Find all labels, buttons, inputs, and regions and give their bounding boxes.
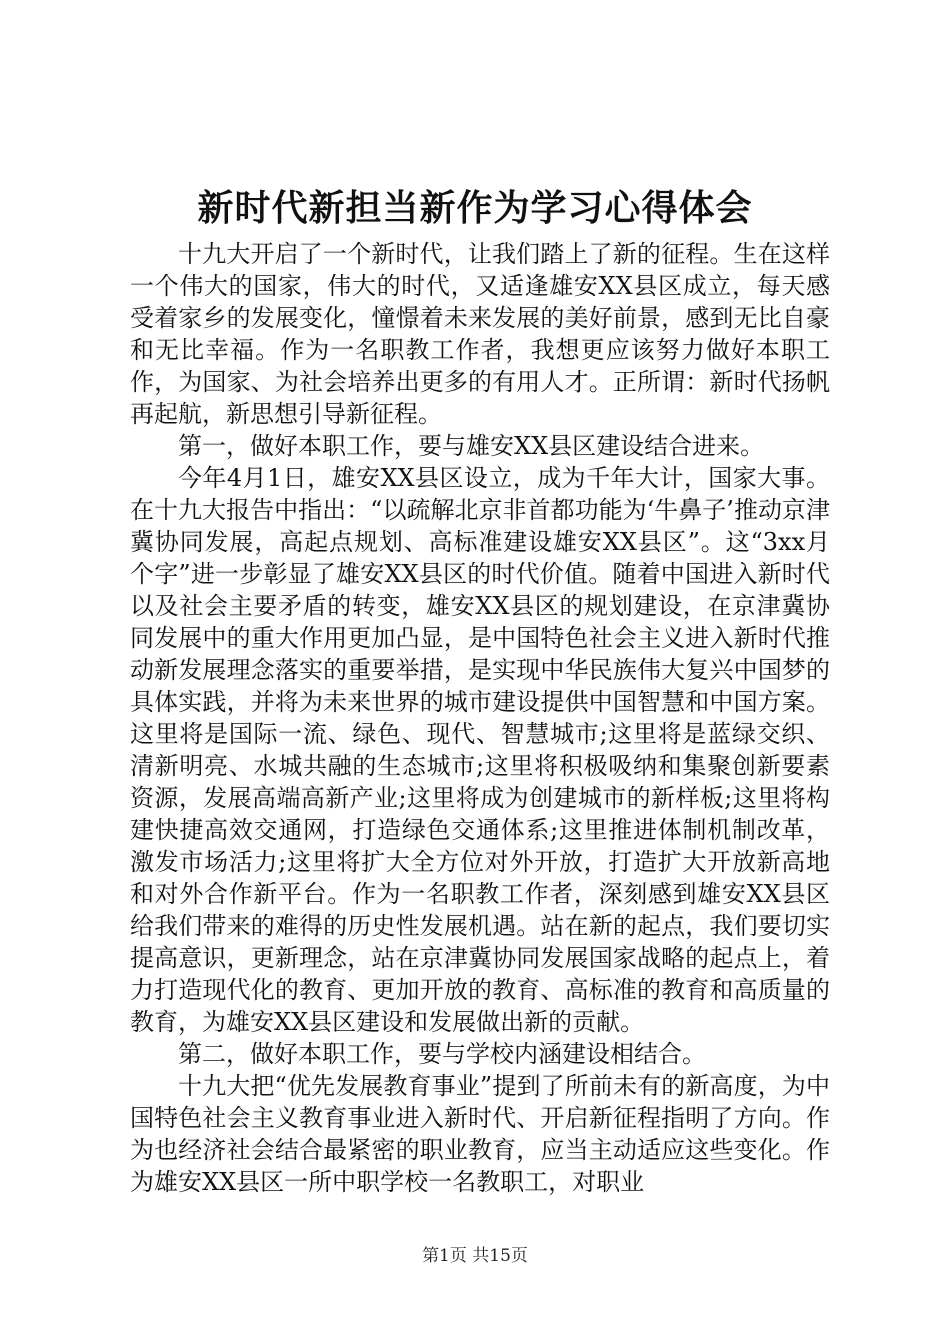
document-title: 新时代新担当新作为学习心得体会 [197,187,753,229]
document-body [130,238,830,1198]
section-heading-first: 第一，做好本职工作，要与雄安XX县区建设结合进来。 [178,432,765,460]
section-heading-second: 第二，做好本职工作，要与学校内涵建设相结合。 [178,1040,706,1068]
paragraph-xiongan: 今年4月1日，雄安XX县区设立，成为千年大计，国家大事。在十九大报告中指出：“以疏解北京非首都功能为‘牛鼻子’推动京津冀协同发展，高起点规划、高标准建设雄安XX县区”。这“3xx月个字”进一步彰显了雄安XX县区的时代价值。随着中国进入新时代以及社会主要矛盾的转变，雄安XX县区的规划建设，在京津冀协同发展中的重大作用更加凸显，是中国特色社会主义进入新时代推动新发展理念落实的重要举措，是实现中华民族伟大复兴中国梦的具体实践，并将为未来世界的城市建设提供中国智慧和中国方案。这里将是国际一流、绿色、现代、智慧城市;这里将是蓝绿交织、清新明亮、水城共融的生态城市;这里将积极吸纳和集聚创新要素资源，发展高端高新产业;这里将成为创建城市的新样板;这里将构建快捷高效交通网，打造绿色交通体系;这里推进体制机制改革，激发市场活力;这里将扩大全方位对外开放，打造扩大开放新高地和对外合作新平台。作为一名职教工作者，深刻感到雄安XX县区给我们带来的难得的历史性发展机遇。站在新的起点，我们要切实提高意识，更新理念，站在京津冀协同发展国家战略的起点上，着力打造现代化的教育、更加开放的教育、高标准的教育和高质量的教育，为雄安XX县区建设和发展做出新的贡献。 [130,464,830,1036]
paragraph-intro: 十九大开启了一个新时代，让我们踏上了新的征程。生在这样一个伟大的国家，伟大的时代，又适逢雄安XX县区成立，每天感受着家乡的发展变化，憧憬着未来发展的美好前景，感到无比自豪和无比幸福。作为一名职教工作者，我想更应该努力做好本职工作，为国家、为社会培养出更多的有用人才。正所谓：新时代扬帆再起航，新思想引导新征程。 [130,240,830,428]
page-number-footer: 第1页 共15页 [422,1246,528,1266]
paragraph-education: 十九大把“优先发展教育事业”提到了所前未有的新高度，为中国特色社会主义教育事业进入新时代、开启新征程指明了方向。作为也经济社会结合最紧密的职业教育，应当主动适应这些变化。作为雄安XX县区一所中职学校一名教职工，对职业 [130,1072,830,1196]
